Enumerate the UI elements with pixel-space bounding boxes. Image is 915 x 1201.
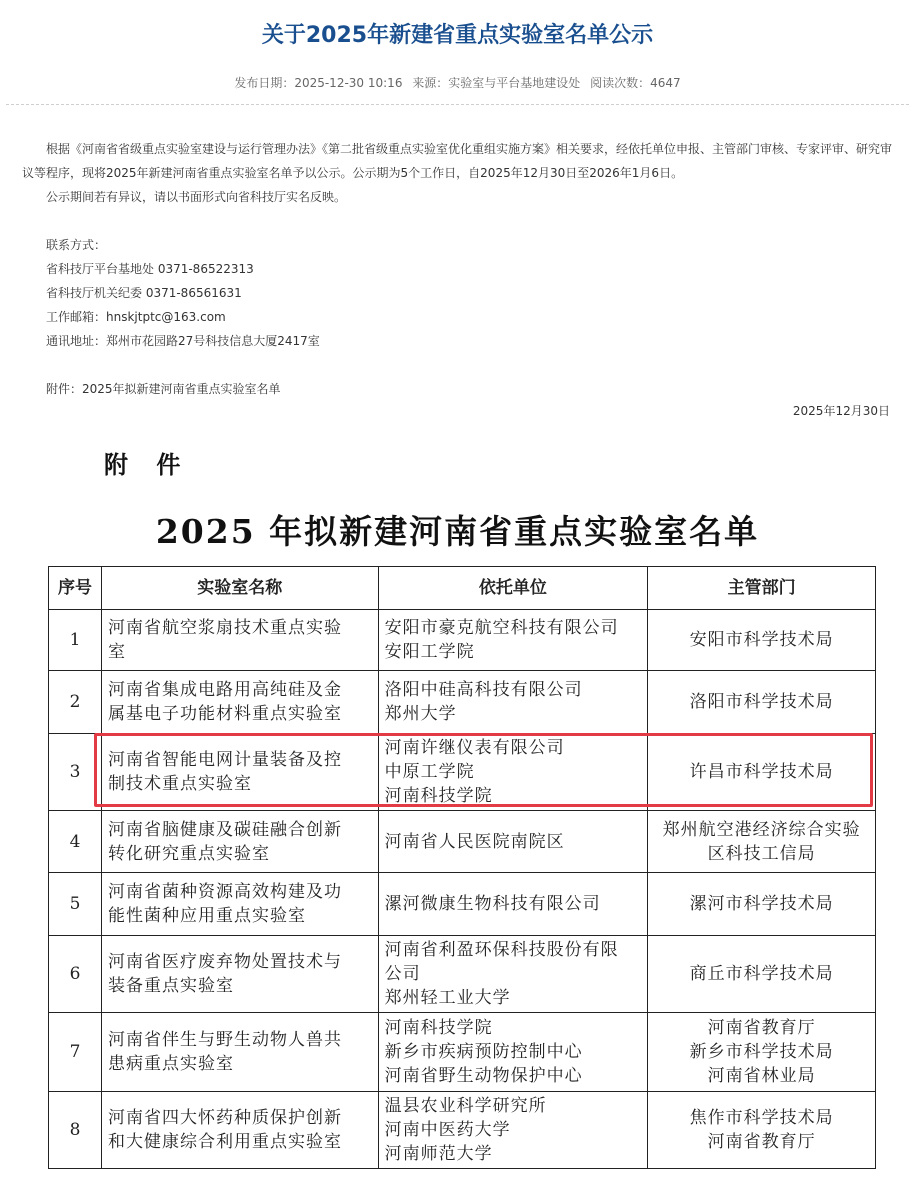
article-body bbox=[22, 137, 892, 401]
lab-name-line: 河南省伴生与野生动物人兽共 bbox=[107, 1030, 342, 1050]
host-unit bbox=[378, 811, 648, 873]
host-unit-line: 河南中医药大学 bbox=[384, 1120, 511, 1140]
table-row bbox=[49, 671, 876, 734]
supervising-dept-line: 许昌市科学技术局 bbox=[689, 762, 834, 782]
supervising-dept bbox=[648, 873, 876, 936]
lab-name-line: 转化研究重点实验室 bbox=[107, 843, 270, 864]
contact-platform: 省科技厅平台基地处 0371-86522313 bbox=[46, 262, 254, 276]
host-unit-line: 中原工学院 bbox=[384, 762, 475, 782]
host-unit bbox=[378, 610, 648, 671]
lab-name-line: 河南省医疗废弃物处置技术与 bbox=[107, 952, 342, 972]
row-index: 3 bbox=[49, 734, 102, 811]
attachment-label: 附 件 bbox=[104, 450, 191, 479]
supervising-dept-line: 商丘市科学技术局 bbox=[689, 964, 834, 984]
contact-address: 通讯地址：郑州市花园路27号科技信息大厦2417室 bbox=[46, 334, 320, 348]
page-title: 关于2025年新建省重点实验室名单公示 bbox=[261, 23, 654, 48]
host-unit-line: 河南许继仪表有限公司 bbox=[384, 738, 565, 758]
host-unit-line: 漯河微康生物科技有限公司 bbox=[384, 894, 601, 914]
host-unit bbox=[378, 1092, 648, 1169]
table-row bbox=[49, 1013, 876, 1092]
lab-name bbox=[101, 936, 378, 1013]
row-index: 5 bbox=[49, 873, 102, 936]
lab-name-line: 装备重点实验室 bbox=[107, 976, 234, 996]
lab-name-line: 制技术重点实验室 bbox=[107, 774, 252, 794]
header-index: 序号 bbox=[49, 567, 102, 610]
row-index: 4 bbox=[49, 811, 102, 873]
host-unit-line: 温县农业科学研究所 bbox=[384, 1096, 547, 1116]
publish-date: 发布日期：2025-12-30 10:16 bbox=[234, 76, 403, 90]
row-index: 2 bbox=[49, 671, 102, 734]
header-host: 依托单位 bbox=[378, 567, 648, 610]
attachment-title: 2025 年拟新建河南省重点实验室名单 bbox=[155, 512, 760, 551]
supervising-dept bbox=[648, 671, 876, 734]
lab-name-line: 河南省四大怀药种质保护创新 bbox=[107, 1108, 342, 1128]
lab-name-line: 和大健康综合利用重点实验室 bbox=[107, 1132, 342, 1152]
lab-name bbox=[101, 1013, 378, 1092]
contact-label: 联系方式： bbox=[46, 238, 107, 252]
lab-name-line: 属基电子功能材料重点实验室 bbox=[107, 704, 342, 724]
table-row bbox=[49, 936, 876, 1013]
supervising-dept-line: 焦作市科学技术局 bbox=[689, 1108, 834, 1128]
host-unit bbox=[378, 936, 648, 1013]
supervising-dept bbox=[648, 1092, 876, 1169]
lab-name-line: 河南省菌种资源高效构建及功 bbox=[107, 882, 342, 902]
contact-discipline: 省科技厅机关纪委 0371-86561631 bbox=[46, 286, 242, 300]
host-unit-line: 河南省野生动物保护中心 bbox=[384, 1066, 583, 1086]
supervising-dept-line: 河南省教育厅 bbox=[707, 1132, 816, 1152]
divider bbox=[6, 104, 909, 105]
lab-name bbox=[101, 873, 378, 936]
lab-name-line: 能性菌种应用重点实验室 bbox=[107, 906, 306, 926]
supervising-dept-line: 洛阳市科学技术局 bbox=[689, 692, 834, 712]
supervising-dept-line: 河南省林业局 bbox=[707, 1066, 816, 1086]
table-row bbox=[49, 873, 876, 936]
supervising-dept bbox=[648, 734, 876, 811]
header-lab-name: 实验室名称 bbox=[101, 567, 378, 610]
host-unit-line: 郑州轻工业大学 bbox=[384, 988, 511, 1008]
host-unit-line: 新乡市疾病预防控制中心 bbox=[384, 1042, 583, 1062]
lab-name-line: 河南省脑健康及碳硅融合创新 bbox=[107, 819, 342, 840]
row-index: 6 bbox=[49, 936, 102, 1013]
article-meta bbox=[0, 74, 915, 91]
table-row bbox=[49, 1092, 876, 1169]
table-row bbox=[49, 811, 876, 873]
view-count: 阅读次数：4647 bbox=[590, 76, 681, 90]
paragraph-intro: 根据《河南省省级重点实验室建设与运行管理办法》《第二批省级重点实验室优化重组实施方案》相关要求，经依托单位申报、主管部门审核、专家评审、研究审议等程序，现将2025年新建河南省重点实验室名单予以公示。公示期为5个工作日，自2025年12月30日至2026年1月6日。 bbox=[22, 142, 893, 180]
host-unit-line: 安阳市豪克航空科技有限公司 bbox=[384, 618, 619, 638]
host-unit bbox=[378, 1013, 648, 1092]
host-unit-line: 郑州大学 bbox=[384, 704, 457, 724]
table-row bbox=[49, 734, 876, 811]
supervising-dept bbox=[648, 936, 876, 1013]
host-unit-line: 公司 bbox=[384, 964, 421, 984]
supervising-dept-line: 河南省教育厅 bbox=[707, 1018, 816, 1038]
contact-email: 工作邮箱：hnskjtptc@163.com bbox=[46, 310, 226, 324]
table-row bbox=[49, 610, 876, 671]
supervising-dept bbox=[648, 1013, 876, 1092]
host-unit-line: 安阳工学院 bbox=[384, 642, 475, 662]
host-unit bbox=[378, 873, 648, 936]
host-unit-line: 河南师范大学 bbox=[384, 1144, 493, 1164]
host-unit-line: 河南科技学院 bbox=[384, 1018, 493, 1038]
row-index: 1 bbox=[49, 610, 102, 671]
supervising-dept-line: 区科技工信局 bbox=[707, 843, 816, 864]
host-unit-line: 河南省人民医院南院区 bbox=[384, 831, 565, 852]
host-unit bbox=[378, 734, 648, 811]
lab-name-line: 河南省航空浆扇技术重点实验 bbox=[107, 618, 342, 638]
lab-name-line: 河南省集成电路用高纯硅及金 bbox=[107, 680, 342, 700]
host-unit-line: 河南科技学院 bbox=[384, 786, 493, 806]
supervising-dept-line: 新乡市科学技术局 bbox=[689, 1042, 834, 1062]
lab-name bbox=[101, 734, 378, 811]
supervising-dept-line: 漯河市科学技术局 bbox=[689, 894, 834, 914]
attachment-link[interactable]: 附件：2025年拟新建河南省重点实验室名单 bbox=[46, 382, 281, 396]
supervising-dept bbox=[648, 811, 876, 873]
row-index: 7 bbox=[49, 1013, 102, 1092]
supervising-dept-line: 郑州航空港经济综合实验 bbox=[662, 819, 861, 840]
lab-name bbox=[101, 1092, 378, 1169]
publish-signoff-date: 2025年12月30日 bbox=[792, 404, 890, 418]
article-source: 来源：实验室与平台基地建设处 bbox=[412, 76, 581, 90]
lab-name bbox=[101, 610, 378, 671]
host-unit bbox=[378, 671, 648, 734]
paragraph-objection: 公示期间若有异议，请以书面形式向省科技厅实名反映。 bbox=[46, 190, 347, 204]
lab-name-line: 患病重点实验室 bbox=[107, 1054, 234, 1074]
table-header-row bbox=[49, 567, 876, 610]
host-unit-line: 河南省利盈环保科技股份有限 bbox=[384, 940, 619, 960]
lab-name bbox=[101, 671, 378, 734]
header-dept: 主管部门 bbox=[648, 567, 876, 610]
lab-name-line: 室 bbox=[107, 642, 126, 662]
supervising-dept bbox=[648, 610, 876, 671]
lab-list-table bbox=[48, 566, 876, 1169]
host-unit-line: 洛阳中硅高科技有限公司 bbox=[384, 680, 583, 700]
row-index: 8 bbox=[49, 1092, 102, 1169]
lab-name bbox=[101, 811, 378, 873]
supervising-dept-line: 安阳市科学技术局 bbox=[689, 630, 834, 650]
lab-name-line: 河南省智能电网计量装备及控 bbox=[107, 750, 342, 770]
